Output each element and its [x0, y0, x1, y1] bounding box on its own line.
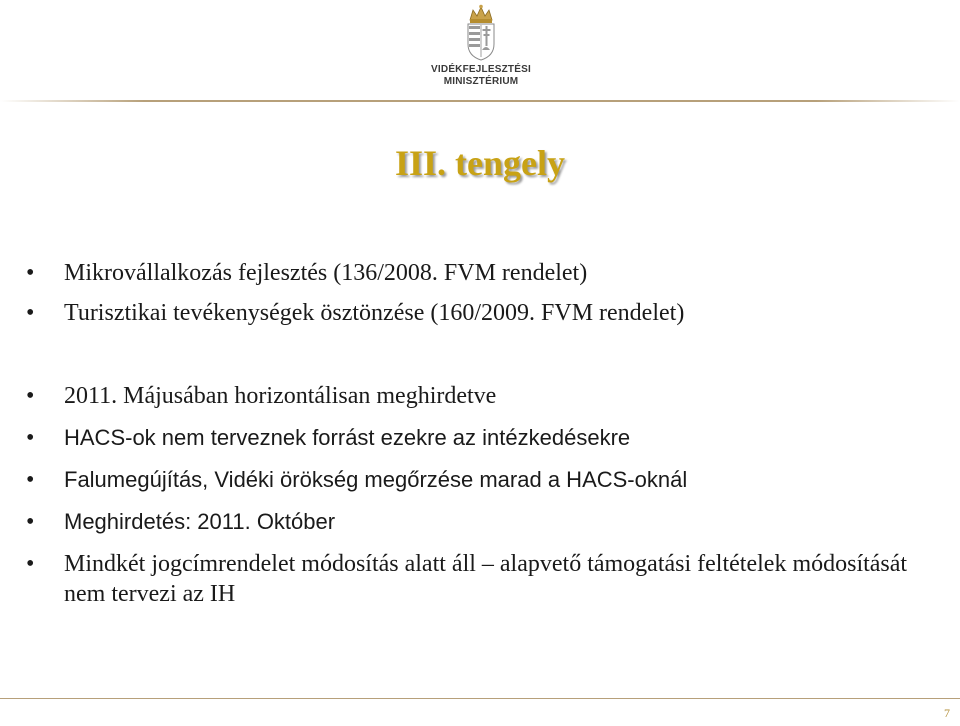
- bullet-text: Meghirdetés: 2011. Október: [64, 509, 336, 534]
- bullet-icon: •: [26, 467, 35, 493]
- bullet-icon: •: [26, 300, 35, 326]
- ministry-name-line1: VIDÉKFEJLESZTÉSI: [431, 64, 531, 75]
- bullet-text: Mikrovállalkozás fejlesztés (136/2008. FVM rendelet): [64, 260, 588, 286]
- bullet-text: Mindkét jogcímrendelet módosítás alatt áll – alapvető támogatási feltételek módosítását nem tervezi az IH: [64, 551, 908, 607]
- header-divider: [0, 100, 960, 102]
- bullet-text: Turisztikai tevékenységek ösztönzése (160/2009. FVM rendelet): [64, 300, 685, 326]
- bullet-text: Falumegújítás, Vidéki örökség megőrzése marad a HACS-oknál: [64, 467, 688, 492]
- slide-title: III. tengely: [395, 143, 565, 183]
- bullet-icon: •: [26, 383, 35, 409]
- footer-divider: [0, 698, 960, 699]
- bullet-icon: •: [26, 425, 35, 451]
- bullet-text: HACS-ok nem terveznek forrást ezekre az intézkedésekre: [64, 425, 631, 450]
- bullet-icon: •: [26, 551, 35, 577]
- bullet-icon: •: [26, 260, 35, 286]
- hungarian-coat-of-arms-icon: [464, 4, 498, 62]
- ministry-name: [428, 64, 534, 88]
- bullet-icon: •: [26, 509, 35, 535]
- ministry-logo: [428, 4, 534, 94]
- ministry-name-line2: MINISZTÉRIUM: [443, 76, 519, 87]
- page-number: 7: [944, 706, 950, 720]
- bullet-text: 2011. Májusában horizontálisan meghirdetve: [64, 383, 497, 409]
